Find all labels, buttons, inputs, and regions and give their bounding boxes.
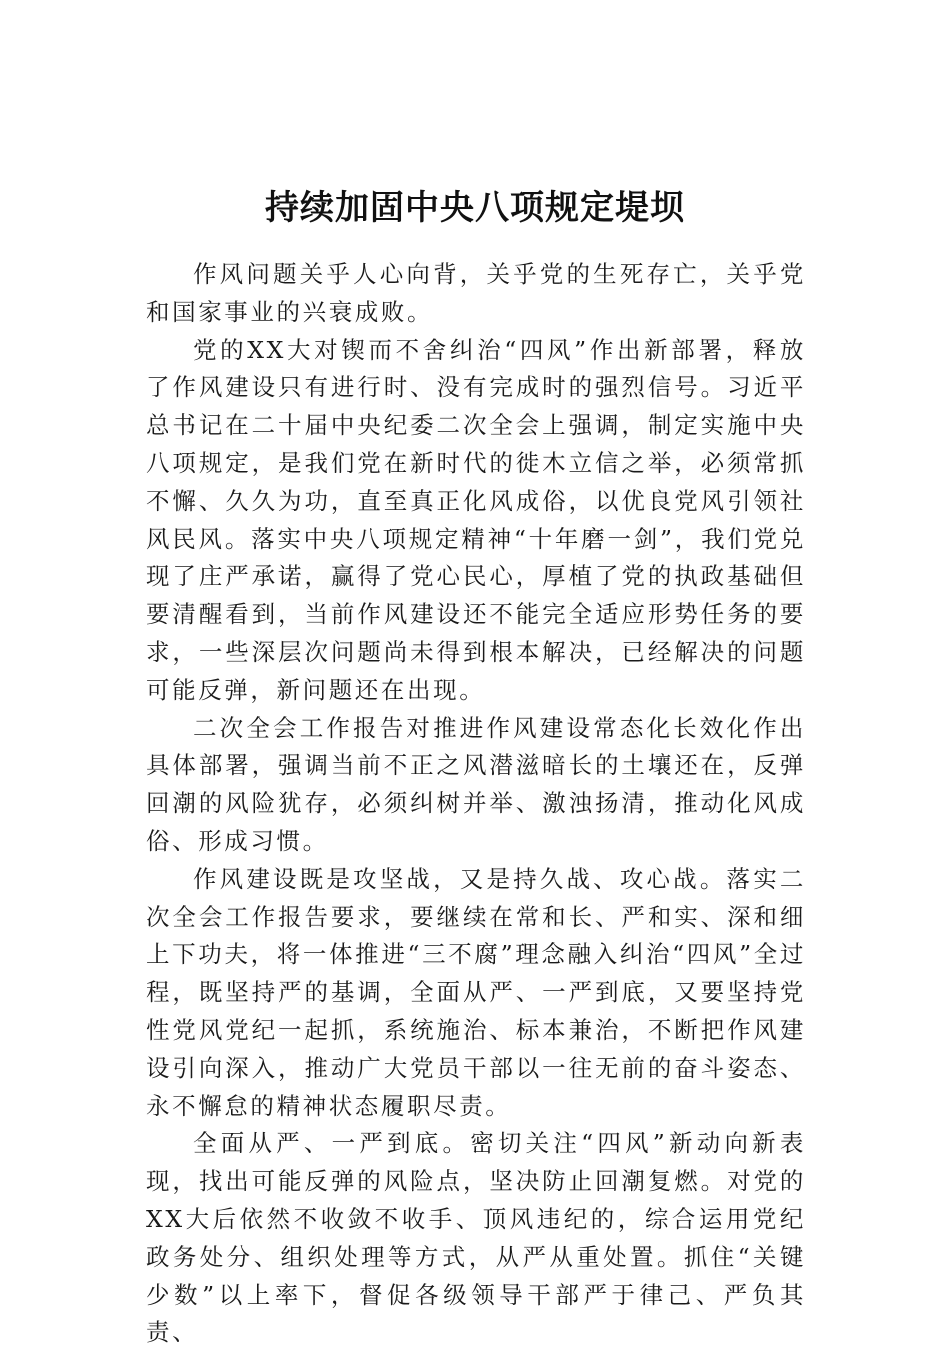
document-title: 持续加固中央八项规定堤坝 bbox=[265, 187, 685, 228]
paragraph: 作风建设既是攻坚战，又是持久战、攻心战。落实二次全会工作报告要求，要继续在常和长、严和实、深和细上下功夫，将一体推进“三不腐”理念融入纠治“四风”全过程，既坚持严的基调，全面从严、一严到底，又要坚持党性党风党纪一起抓，系统施治、标本兼治，不断把作风建设引向深入，推动广大党员干部以一往无前的奋斗姿态、永不懈怠的精神状态履职尽责。 bbox=[146, 864, 806, 1120]
paragraph: 二次全会工作报告对推进作风建设常态化长效化作出具体部署，强调当前不正之风潜滋暗长的土壤还在，反弹回潮的风险犹存，必须纠树并举、激浊扬清，推动化风成俗、形成习惯。 bbox=[146, 713, 806, 855]
paragraph: 全面从严、一严到底。密切关注“四风”新动向新表现，找出可能反弹的风险点，坚决防止回潮复燃。对党的XX大后依然不收敛不收手、顶风违纪的，综合运用党纪政务处分、组织处理等方式，从严从重处置。抓住“关键少数”以上率下，督促各级领导干部严于律己、严负其责、 bbox=[146, 1129, 806, 1347]
paragraph: 作风问题关乎人心向背，关乎党的生死存亡，关乎党和国家事业的兴衰成败。 bbox=[146, 260, 806, 326]
paragraph: 党的XX大对锲而不舍纠治“四风”作出新部署，释放了作风建设只有进行时、没有完成时的强烈信号。习近平总书记在二十届中央纪委二次全会上强调，制定实施中央八项规定，是我们党在新时代的徙木立信之举，必须常抓不懈、久久为功，直至真正化风成俗，以优良党风引领社风民风。落实中央八项规定精神“十年磨一剑”，我们党兑现了庄严承诺，赢得了党心民心，厚植了党的执政基础但要清醒看到，当前作风建设还不能完全适应形势任务的要求，一些深层次问题尚未得到根本解决，已经解决的问题可能反弹，新问题还在出现。 bbox=[146, 335, 806, 704]
document-body bbox=[146, 256, 806, 1352]
